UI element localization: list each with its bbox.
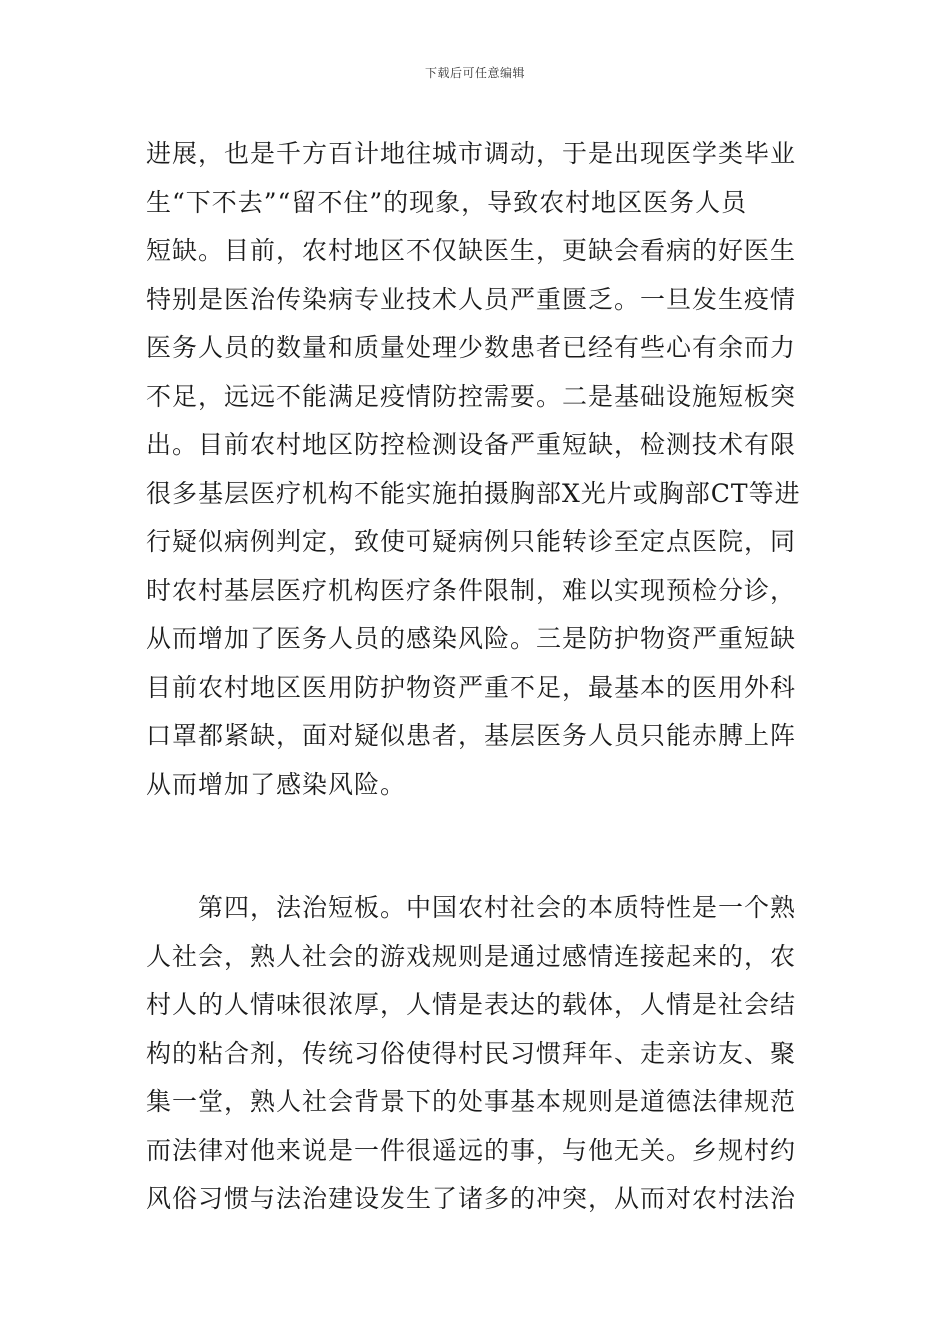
paragraph-line: 而法律对他来说是一件很遥远的事，与他无关。乡规村约 — [146, 1135, 797, 1165]
paragraph-line: 进展，也是千方百计地往城市调动，于是出现医学类毕业 — [146, 139, 797, 168]
paragraph-line: 从而增加了感染风险。 — [146, 769, 407, 799]
paragraph-line: 集一堂，熟人社会背景下的处事基本规则是道德法律规范 — [146, 1087, 797, 1116]
paragraph-line: 短缺。目前，农村地区不仅缺医生，更缺会看病的好医生 — [146, 236, 797, 265]
paragraph-line: 口罩都紧缺，面对疑似患者，基层医务人员只能赤膊上阵 — [146, 721, 797, 750]
paragraph-line: 风俗习惯与法治建设发生了诸多的冲突，从而对农村法治 — [146, 1184, 797, 1213]
paragraph-line: 生“下不去”“留不住”的现象，导致农村地区医务人员 — [146, 187, 748, 217]
paragraph-spacer — [146, 809, 826, 884]
paragraph-line: 时农村基层医疗机构医疗条件限制，难以实现预检分诊， — [146, 575, 797, 605]
paragraph-line: 人社会，熟人社会的游戏规则是通过感情连接起来的，农 — [146, 941, 797, 971]
paragraph-1 — [146, 130, 826, 809]
paragraph-line: 医务人员的数量和质量处理少数患者已经有些心有余而力 — [146, 333, 797, 362]
paragraph-line: 从而增加了医务人员的感染风险。三是防护物资严重短缺 — [146, 624, 797, 653]
paragraph-line: 村人的人情味很浓厚，人情是表达的载体，人情是社会结 — [146, 990, 797, 1019]
paragraph-line: 构的粘合剂，传统习俗使得村民习惯拜年、走亲访友、聚 — [146, 1038, 797, 1068]
paragraph-line: 目前农村地区医用防护物资严重不足，最基本的医用外科 — [146, 672, 797, 702]
paragraph-2 — [146, 884, 826, 1224]
paragraph-line: 行疑似病例判定，致使可疑病例只能转诊至定点医院，同 — [146, 527, 797, 556]
paragraph-line: 特别是医治传染病专业技术人员严重匮乏。一旦发生疫情 — [146, 284, 797, 314]
paragraph-line: 很多基层医疗机构不能实施拍摄胸部X光片或胸部CT等进 — [146, 478, 801, 508]
page-header: 下载后可任意编辑 — [424, 66, 525, 80]
paragraph-line: 第四，法治短板。中国农村社会的本质特性是一个熟 — [198, 893, 797, 922]
document-body — [146, 130, 826, 1224]
paragraph-line: 不足，远远不能满足疫情防控需要。二是基础设施短板突 — [146, 381, 797, 411]
paragraph-line: 出。目前农村地区防控检测设备严重短缺，检测技术有限 — [146, 430, 797, 459]
